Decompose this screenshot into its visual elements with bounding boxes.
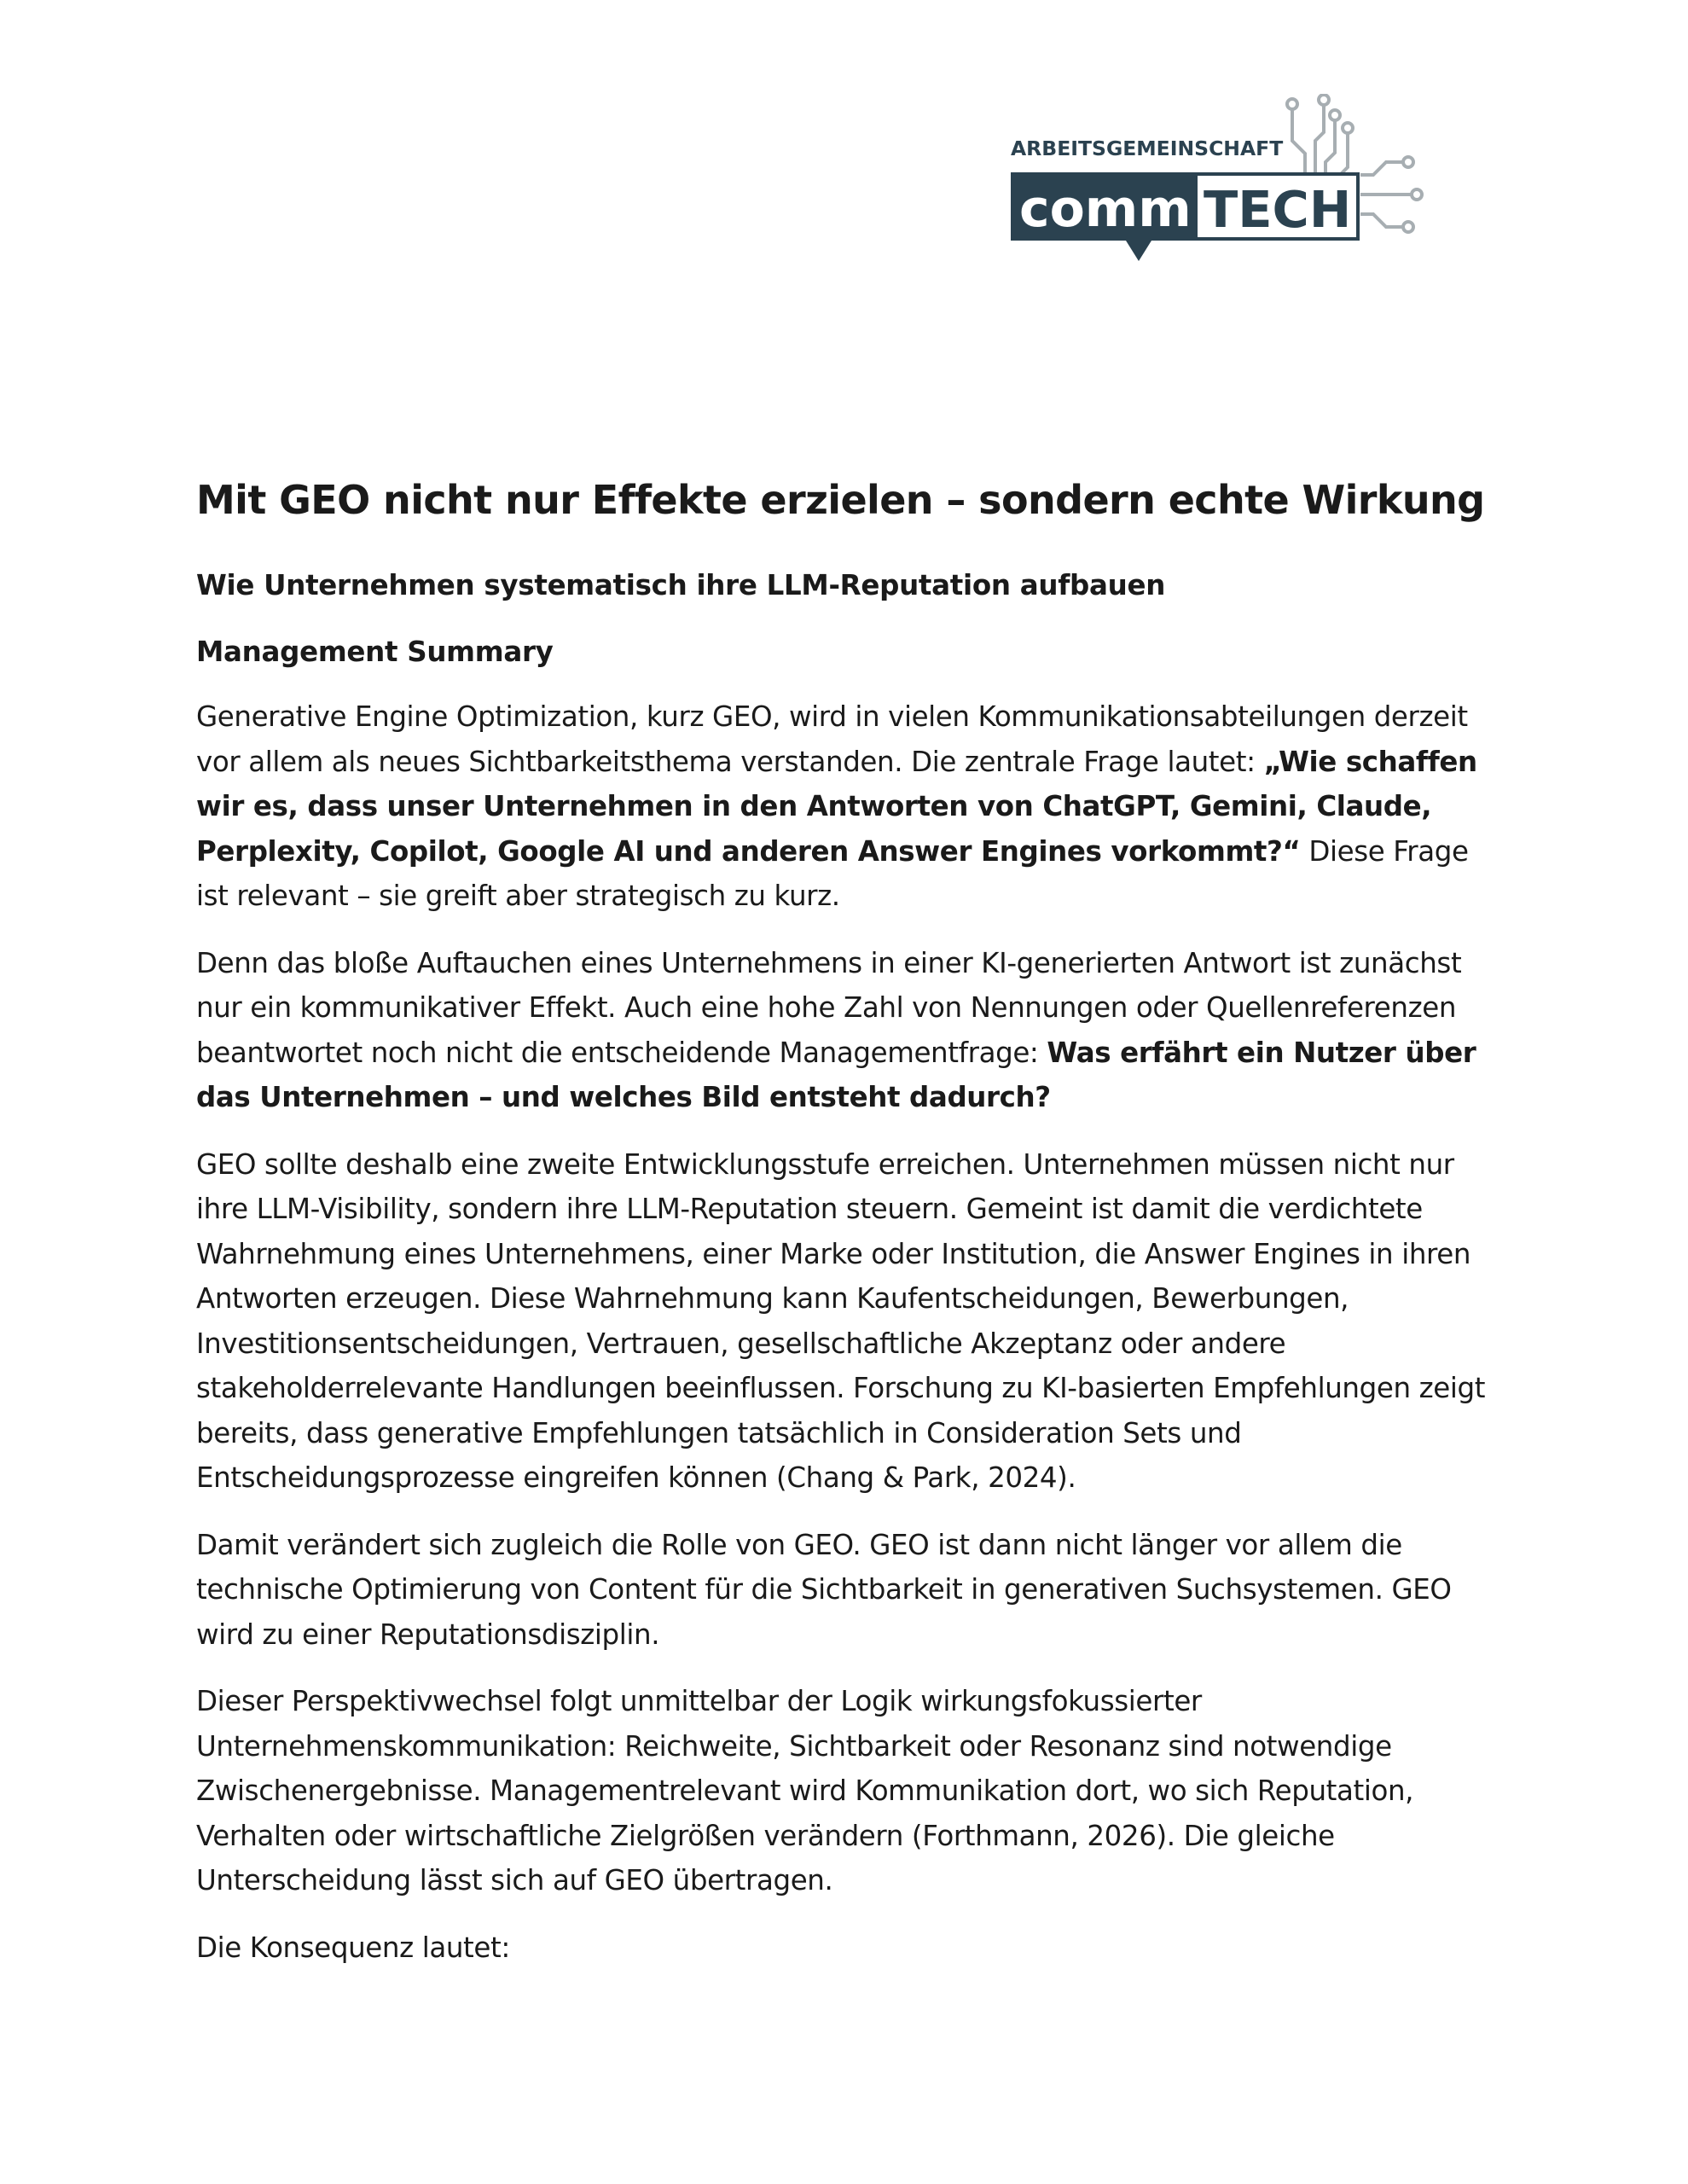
commtech-logo-graphic: [998, 94, 1424, 264]
paragraph-2-text: Denn das bloße Auftauchen eines Unternehmens in einer KI-generierten Antwort ist zunächst nur ein kommunikativer Effekt. Auch eine hohe Zahl von Nennungen oder Quellenreferenzen beantwortet noch nicht die entscheidende Managementfrage:: [196, 946, 1462, 1069]
paragraph-1: [196, 694, 1493, 919]
paragraph-5: Dieser Perspektivwechsel folgt unmittelbar der Logik wirkungsfokussierter Unternehmenskommunikation: Reichweite, Sichtbarkeit oder Resonanz sind notwendige Zwischenergebnisse. Managementrelevant wird Kommunikation dort, wo sich Reputation, Verhalten oder wirtschaftliche Zielgrößen verändern (Forthmann, 2026). Die gleiche Unterscheidung lässt sich auf GEO übertragen.: [196, 1685, 1414, 1896]
paragraph-1-emphasis: „Wie schaffen wir es, dass unser Unternehmen in den Antworten von ChatGPT, Gemini, Claude, Perplexity, Copilot, Google AI und anderen Answer Engines vorkommt?“: [196, 745, 1477, 868]
paragraph-3: GEO sollte deshalb eine zweite Entwicklungsstufe erreichen. Unternehmen müssen nicht nur ihre LLM-Visibility, sondern ihre LLM-Reputation steuern. Gemeint ist damit die verdichtete Wahrnehmung eines Unternehmens, einer Marke oder Institution, die Answer Engines in ihren Antworten erzeugen. Diese Wahrnehmung kann Kaufentscheidungen, Bewerbungen, Investitionsentscheidungen, Vertrauen, gesellschaftliche Akzeptanz oder andere stakeholderrelevante Handlungen beeinflussen. Forschung zu KI-basierten Empfehlungen zeigt bereits, dass generative Empfehlungen tatsächlich in Consideration Sets und Entscheidungsprozesse eingreifen können (Chang & Park, 2024).: [196, 1147, 1486, 1494]
document-title: Mit GEO nicht nur Effekte erzielen – sondern echte Wirkung: [196, 477, 1485, 523]
commtech-logo: [998, 94, 1424, 264]
paragraph-1-text: Generative Engine Optimization, kurz GEO, wird in vielen Kommunikationsabteilungen derzeit vor allem als neues Sichtbarkeitsthema verstanden. Die zentrale Frage lautet:: [196, 700, 1468, 778]
document-body: [196, 468, 1493, 1992]
logo-comm-text: comm: [1019, 179, 1192, 239]
paragraph-2-emphasis: Was erfährt ein Nutzer über das Unternehmen – und welches Bild entsteht dadurch?: [196, 1036, 1476, 1113]
paragraph-2: [196, 941, 1493, 1120]
paragraph-1-tail: Diese Frage ist relevant – sie greift aber strategisch zu kurz.: [196, 834, 1469, 912]
logo-top-text: ARBEITSGEMEINSCHAFT: [1011, 136, 1284, 160]
section-heading-management-summary: Management Summary: [196, 636, 554, 668]
paragraph-4: Damit verändert sich zugleich die Rolle von GEO. GEO ist dann nicht länger vor allem die technische Optimierung von Content für die Sichtbarkeit in generativen Suchsystemen. GEO wird zu einer Reputationsdisziplin.: [196, 1528, 1452, 1651]
document-subtitle: Wie Unternehmen systematisch ihre LLM-Reputation aufbauen: [196, 569, 1166, 601]
logo-tech-text: TECH: [1204, 180, 1352, 239]
paragraph-6: Die Konsequenz lautet:: [196, 1931, 510, 1964]
